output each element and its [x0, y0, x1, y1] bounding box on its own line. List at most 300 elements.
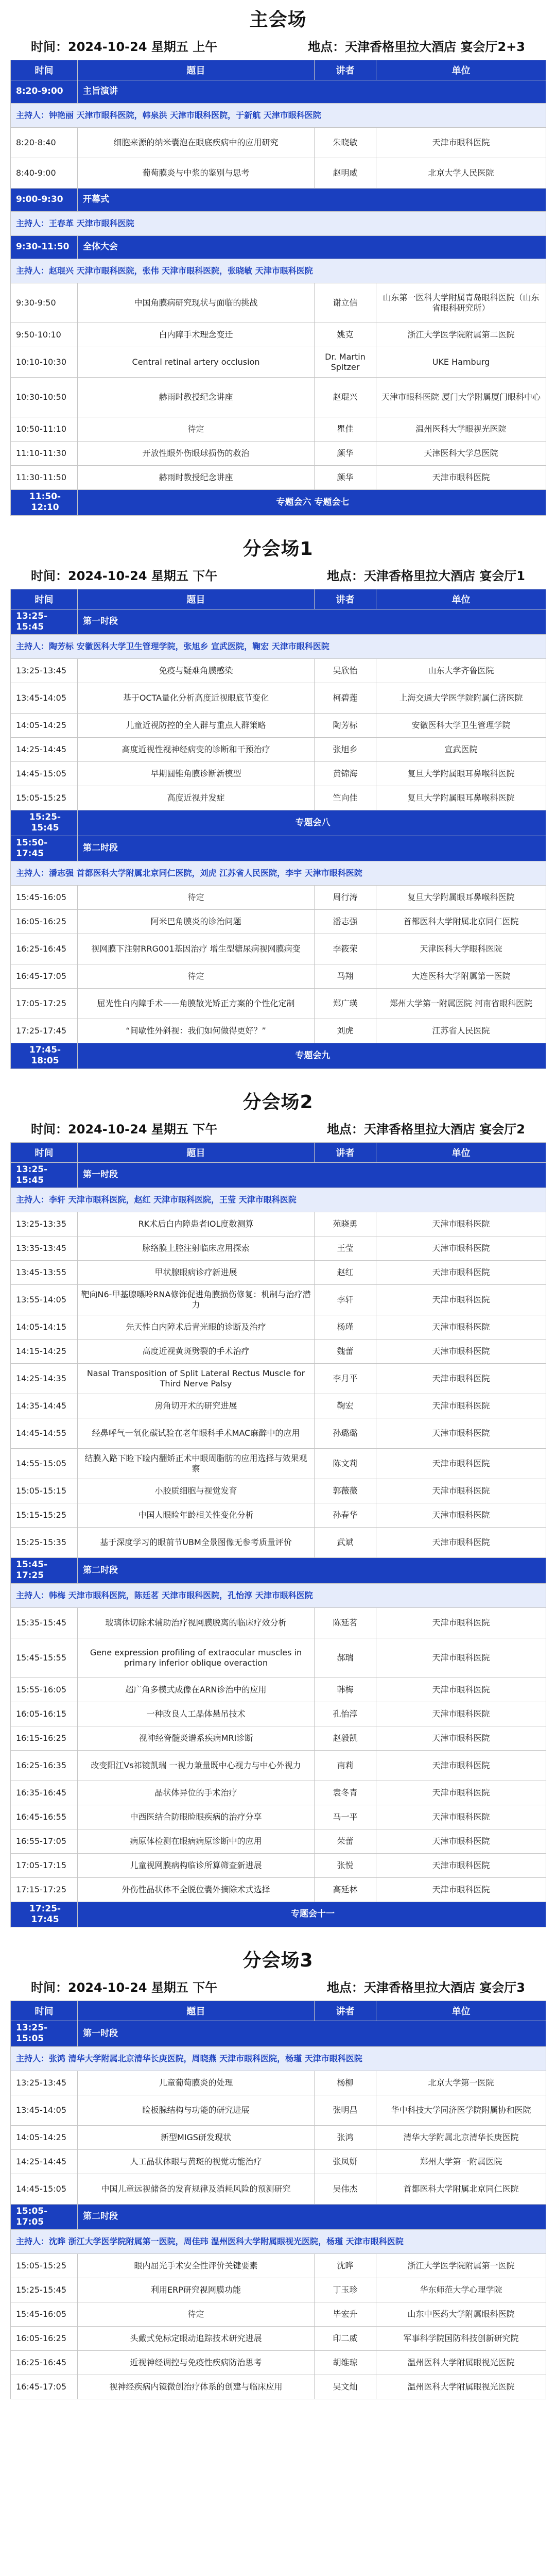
talk-time: 16:25-16:35: [11, 1750, 78, 1781]
talk-topic: 靶向N6-甲基腺嘌呤RNA修饰促进角膜损伤修复：机制与治疗潜力: [78, 1285, 315, 1315]
talk-time: 17:25-17:45: [11, 1019, 78, 1043]
block-time: 15:05-17:05: [11, 2204, 78, 2230]
session-time: 时间：2024-10-24 星期五 下午: [31, 568, 218, 583]
host-row: [11, 1583, 546, 1607]
talk-time: 15:45-16:05: [11, 2302, 78, 2327]
column-header: 单位: [376, 589, 546, 609]
talk-topic: 改变阳江Vs祁镜凯瑞 一视力兼量既中心视力与中心外视力: [78, 1750, 315, 1781]
block-time: 15:50-17:45: [11, 836, 78, 861]
talk-topic: 玻璃体切除术辅助治疗视网膜脱离的临床疗效分析: [78, 1607, 315, 1638]
host-row: [11, 2046, 546, 2071]
talk-time: 13:35-13:45: [11, 1236, 78, 1261]
talk-speaker: 刘虎: [315, 1019, 376, 1043]
column-header: 讲者: [315, 2001, 376, 2021]
session-time: 时间：2024-10-24 星期五 下午: [31, 1122, 218, 1137]
talk-row: [11, 283, 546, 323]
talk-time: 13:25-13:35: [11, 1212, 78, 1236]
talk-unit: 天津市眼科医院: [376, 1236, 546, 1261]
talk-time: 9:30-9:50: [11, 283, 78, 323]
talk-row: [11, 1019, 546, 1043]
table-header-row: [11, 2001, 546, 2021]
talk-speaker: 杨柳: [315, 2071, 376, 2095]
talk-topic: 脉络膜上腔注射临床应用探索: [78, 1236, 315, 1261]
talk-time: 16:05-16:15: [11, 1702, 78, 1726]
talk-time: 15:05-15:25: [11, 786, 78, 810]
talk-speaker: 周行涛: [315, 886, 376, 910]
talk-topic: 赫雨时教授纪念讲座: [78, 378, 315, 417]
block-time: 13:25-15:45: [11, 609, 78, 635]
host-text: 主持人：赵琨兴 天津市眼科医院，张伟 天津市眼科医院，张晓敏 天津市眼科医院: [11, 259, 546, 283]
talk-time: 17:05-17:25: [11, 989, 78, 1019]
schedule-table: [10, 60, 546, 516]
talk-time: 8:40-9:00: [11, 158, 78, 189]
session-time: 时间：2024-10-24 星期五 下午: [31, 1980, 218, 1995]
talk-unit: 天津市眼科医院: [376, 1503, 546, 1528]
talk-row: [11, 2095, 546, 2125]
talk-topic: 待定: [78, 964, 315, 989]
column-header: 单位: [376, 60, 546, 80]
column-header: 时间: [11, 60, 78, 80]
talk-unit: 宣武医院: [376, 738, 546, 762]
talk-speaker: 孙璐璐: [315, 1418, 376, 1449]
talk-speaker: 陈延茗: [315, 1607, 376, 1638]
time-block-row: [11, 1043, 546, 1069]
column-header: 讲者: [315, 589, 376, 609]
talk-unit: 郑州大学第一附属医院: [376, 2149, 546, 2174]
talk-unit: 清华大学附属北京清华长庚医院: [376, 2125, 546, 2149]
talk-speaker: 吴伟杰: [315, 2174, 376, 2204]
talk-topic: 开放性眼外伤眼球损伤的救治: [78, 442, 315, 466]
talk-unit: 天津市眼科医院: [376, 1638, 546, 1677]
talk-unit: 天津市眼科医院: [376, 1315, 546, 1340]
host-row: [11, 104, 546, 128]
block-label: 第二时段: [78, 2204, 546, 2230]
column-header: 单位: [376, 2001, 546, 2021]
talk-speaker: 鞠宏: [315, 1394, 376, 1418]
talk-topic: 儿童葡萄膜炎的处理: [78, 2071, 315, 2095]
talk-row: [11, 347, 546, 378]
talk-unit: 军事科学院国防科技创新研究院: [376, 2327, 546, 2351]
talk-time: 14:05-14:25: [11, 2125, 78, 2149]
talk-time: 17:05-17:15: [11, 1853, 78, 1877]
table-header-row: [11, 1142, 546, 1162]
talk-time: 14:05-14:25: [11, 714, 78, 738]
talk-topic: 早期圆锥角膜诊断新模型: [78, 762, 315, 786]
talk-unit: 天津市眼科医院: [376, 1853, 546, 1877]
talk-speaker: 张鸿: [315, 2125, 376, 2149]
talk-row: [11, 2174, 546, 2204]
talk-speaker: 李轩: [315, 1285, 376, 1315]
talk-time: 13:45-14:05: [11, 683, 78, 714]
talk-speaker: 朱晓敏: [315, 128, 376, 158]
time-block-row: [11, 836, 546, 861]
talk-topic: 外伤性晶状体不全脱位囊外摘除术式选择: [78, 1877, 315, 1902]
talk-time: 15:45-16:05: [11, 886, 78, 910]
talk-topic: 待定: [78, 886, 315, 910]
talk-speaker: 赵毅凯: [315, 1726, 376, 1750]
talk-topic: 儿童视网膜病构临诊所算筛查新进展: [78, 1853, 315, 1877]
talk-unit: 上海交通大学医学院附属仁济医院: [376, 683, 546, 714]
host-text: 主持人：韩梅 天津市眼科医院，陈廷茗 天津市眼科医院，孔怡淳 天津市眼科医院: [11, 1583, 546, 1607]
talk-unit: UKE Hamburg: [376, 347, 546, 378]
talk-time: 17:15-17:25: [11, 1877, 78, 1902]
block-label: 第二时段: [78, 1558, 546, 1584]
talk-row: [11, 2071, 546, 2095]
block-time: 13:25-15:05: [11, 2021, 78, 2047]
talk-speaker: 柯碧莲: [315, 683, 376, 714]
session-section: [10, 2, 546, 516]
talk-topic: 一种改良人工晶体悬吊技术: [78, 1702, 315, 1726]
session-meta: [10, 1119, 546, 1142]
column-header: 讲者: [315, 60, 376, 80]
talk-topic: 小胶质细胞与视觉发育: [78, 1479, 315, 1503]
talk-row: [11, 1449, 546, 1479]
talk-speaker: 谢立信: [315, 283, 376, 323]
talk-unit: 天津市眼科医院: [376, 1418, 546, 1449]
talk-speaker: 姚克: [315, 323, 376, 347]
talk-unit: 天津医科大学眼科医院: [376, 934, 546, 964]
talk-row: [11, 1418, 546, 1449]
talk-unit: 天津市眼科医院: [376, 1805, 546, 1829]
talk-row: [11, 1781, 546, 1805]
talk-speaker: 马翔: [315, 964, 376, 989]
talk-time: 11:30-11:50: [11, 466, 78, 490]
session-meta: [10, 37, 546, 60]
talk-topic: 屈光性白内障手术——角膜散光矫正方案的个性化定制: [78, 989, 315, 1019]
talk-topic: 待定: [78, 2302, 315, 2327]
talk-row: [11, 2327, 546, 2351]
host-row: [11, 861, 546, 886]
talk-topic: 阿米巴角膜炎的诊治问题: [78, 910, 315, 934]
session-title: 主会场: [249, 9, 307, 30]
block-time: 9:00-9:30: [11, 189, 78, 212]
talk-speaker: 孔怡淳: [315, 1702, 376, 1726]
talk-topic: 房角切开术的研究进展: [78, 1394, 315, 1418]
talk-speaker: 沈晔: [315, 2254, 376, 2278]
host-text: 主持人：陶芳标 安徽医科大学卫生管理学院，张旭乡 宣武医院，鞠宏 天津市眼科医院: [11, 635, 546, 659]
talk-unit: 首都医科大学附属北京同仁医院: [376, 2174, 546, 2204]
column-header: 时间: [11, 2001, 78, 2021]
talk-time: 10:10-10:30: [11, 347, 78, 378]
column-header: 讲者: [315, 1142, 376, 1162]
talk-unit: 山东第一医科大学附属青岛眼科医院（山东省眼科研究所）: [376, 283, 546, 323]
talk-time: 14:35-14:45: [11, 1394, 78, 1418]
talk-time: 16:05-16:25: [11, 910, 78, 934]
talk-row: [11, 2149, 546, 2174]
talk-row: [11, 1212, 546, 1236]
talk-speaker: 张明昌: [315, 2095, 376, 2125]
talk-time: 15:35-15:45: [11, 1607, 78, 1638]
talk-topic: Nasal Transposition of Split Lateral Rectus Muscle for Third Nerve Palsy: [78, 1364, 315, 1394]
session-location: 地点：天津香格里拉大酒店 宴会厅2: [326, 1122, 525, 1137]
talk-speaker: 李筱荣: [315, 934, 376, 964]
session-title: 分会场2: [242, 1091, 314, 1113]
talk-row: [11, 1750, 546, 1781]
session-title: 分会场3: [242, 1950, 314, 1971]
schedule-table: [10, 1142, 546, 1928]
talk-speaker: 武斌: [315, 1528, 376, 1558]
talk-row: [11, 964, 546, 989]
talk-speaker: 张旭乡: [315, 738, 376, 762]
talk-unit: 北京大学人民医院: [376, 158, 546, 189]
talk-row: [11, 1394, 546, 1418]
talk-time: 13:45-13:55: [11, 1261, 78, 1285]
talk-time: 16:25-16:45: [11, 934, 78, 964]
talk-speaker: 魏蕾: [315, 1340, 376, 1364]
time-block-row: [11, 490, 546, 516]
talk-row: [11, 683, 546, 714]
talk-row: [11, 1677, 546, 1702]
time-block-row: [11, 1162, 546, 1188]
block-time: 15:25-15:45: [11, 810, 78, 836]
talk-time: 16:45-17:05: [11, 2375, 78, 2399]
session-section: [10, 531, 546, 1069]
talk-row: [11, 1340, 546, 1364]
talk-topic: 近视神经调控与免疫性疾病防治思考: [78, 2351, 315, 2375]
talk-unit: 江苏省人民医院: [376, 1019, 546, 1043]
talk-row: [11, 2125, 546, 2149]
column-header: 时间: [11, 1142, 78, 1162]
talk-topic: 基于OCTA量化分析高度近视眼底节变化: [78, 683, 315, 714]
block-time: 15:45-17:25: [11, 1558, 78, 1584]
talk-row: [11, 1364, 546, 1394]
talk-row: [11, 1638, 546, 1677]
talk-time: 15:15-15:25: [11, 1503, 78, 1528]
talk-speaker: 丁玉珍: [315, 2278, 376, 2302]
talk-row: [11, 762, 546, 786]
column-header: 单位: [376, 1142, 546, 1162]
host-row: [11, 259, 546, 283]
talk-row: [11, 2302, 546, 2327]
column-header: 题目: [78, 589, 315, 609]
talk-topic: 中国儿童远视储备的发育规律及消耗风险的预测研究: [78, 2174, 315, 2204]
talk-unit: 天津市眼科医院: [376, 1677, 546, 1702]
talk-row: [11, 2351, 546, 2375]
talk-topic: 免疫与疑难角膜感染: [78, 659, 315, 683]
talk-unit: 天津市眼科医院: [376, 1340, 546, 1364]
talk-topic: 甲状腺眼病诊疗新进展: [78, 1261, 315, 1285]
talk-row: [11, 442, 546, 466]
talk-unit: 郑州大学第一附属医院 河南省眼科医院: [376, 989, 546, 1019]
host-text: 主持人：王春革 天津市眼科医院: [11, 212, 546, 236]
session-time: 时间：2024-10-24 星期五 上午: [31, 40, 218, 54]
block-time: 17:25-17:45: [11, 1902, 78, 1927]
talk-unit: 天津市眼科医院: [376, 1702, 546, 1726]
talk-speaker: 马一平: [315, 1805, 376, 1829]
host-row: [11, 212, 546, 236]
talk-speaker: 苑晓勇: [315, 1212, 376, 1236]
talk-unit: 温州医科大学附属眼视光医院: [376, 2351, 546, 2375]
talk-unit: 温州医科大学眼视光医院: [376, 417, 546, 442]
talk-speaker: 竺向佳: [315, 786, 376, 810]
talk-topic: RK术后白内障患者IOL度数测算: [78, 1212, 315, 1236]
talk-topic: 先天性白内障术后青光眼的诊断及治疗: [78, 1315, 315, 1340]
talk-row: [11, 886, 546, 910]
talk-unit: 天津市眼科医院: [376, 1829, 546, 1853]
block-label: 专题会九: [78, 1043, 546, 1069]
talk-unit: 华东师范大学心理学院: [376, 2278, 546, 2302]
talk-time: 16:45-16:55: [11, 1805, 78, 1829]
column-header: 题目: [78, 1142, 315, 1162]
column-header: 题目: [78, 60, 315, 80]
talk-speaker: 高延林: [315, 1877, 376, 1902]
talk-speaker: 毕宏升: [315, 2302, 376, 2327]
talk-row: [11, 1261, 546, 1285]
talk-row: [11, 1805, 546, 1829]
talk-speaker: 印二威: [315, 2327, 376, 2351]
talk-topic: 病原体检测在眼病病原诊断中的应用: [78, 1829, 315, 1853]
host-row: [11, 1188, 546, 1212]
block-label: 第一时段: [78, 609, 546, 635]
talk-time: 10:30-10:50: [11, 378, 78, 417]
talk-unit: 浙江大学医学院附属第一医院: [376, 2254, 546, 2278]
talk-unit: 天津市眼科医院: [376, 128, 546, 158]
talk-topic: 视神经脊髓炎谱系疾病MRI诊断: [78, 1726, 315, 1750]
talk-unit: 华中科技大学同济医学院附属协和医院: [376, 2095, 546, 2125]
talk-time: 16:05-16:25: [11, 2327, 78, 2351]
block-label: 第二时段: [78, 836, 546, 861]
session-location: 地点：天津香格里拉大酒店 宴会厅1: [326, 568, 525, 583]
talk-row: [11, 1829, 546, 1853]
talk-row: [11, 714, 546, 738]
talk-row: [11, 738, 546, 762]
talk-unit: 天津市眼科医院: [376, 1726, 546, 1750]
talk-topic: 高度近视性视神经病变的诊断和干预治疗: [78, 738, 315, 762]
talk-topic: 中国角膜病研究现状与面临的挑战: [78, 283, 315, 323]
talk-topic: 白内障手术理念变迁: [78, 323, 315, 347]
talk-speaker: 陶芳标: [315, 714, 376, 738]
host-text: 主持人：钟艳丽 天津市眼科医院，韩泉洪 天津市眼科医院，于新航 天津市眼科医院: [11, 104, 546, 128]
talk-unit: 天津市眼科医院: [376, 1607, 546, 1638]
session-location: 地点：天津香格里拉大酒店 宴会厅2+3: [308, 40, 525, 54]
talk-topic: 待定: [78, 417, 315, 442]
talk-speaker: 王莹: [315, 1236, 376, 1261]
talk-time: 11:10-11:30: [11, 442, 78, 466]
session-section: [10, 1943, 546, 2399]
talk-unit: 天津市眼科医院: [376, 1479, 546, 1503]
block-time: 11:50-12:10: [11, 490, 78, 516]
talk-speaker: 袁冬青: [315, 1781, 376, 1805]
talk-unit: 天津市眼科医院: [376, 1750, 546, 1781]
block-time: 9:30-11:50: [11, 236, 78, 259]
talk-speaker: 李月平: [315, 1364, 376, 1394]
block-label: 专题会十一: [78, 1902, 546, 1927]
talk-topic: 赫雨时教授纪念讲座: [78, 466, 315, 490]
time-block-row: [11, 810, 546, 836]
talk-topic: 晶状体异位的手术治疗: [78, 1781, 315, 1805]
talk-row: [11, 128, 546, 158]
schedule-table: [10, 589, 546, 1069]
talk-speaker: 赵红: [315, 1261, 376, 1285]
talk-time: 15:25-15:35: [11, 1528, 78, 1558]
talk-topic: 结膜入路下睑下睑内翻矫正术中眼周脂肪的应用选择与效果观察: [78, 1449, 315, 1479]
talk-speaker: 韩梅: [315, 1677, 376, 1702]
talk-speaker: 荣蕾: [315, 1829, 376, 1853]
block-label: 第一时段: [78, 1162, 546, 1188]
talk-unit: 天津市眼科医院: [376, 466, 546, 490]
talk-time: 16:25-16:45: [11, 2351, 78, 2375]
talk-time: 14:25-14:45: [11, 2149, 78, 2174]
talk-row: [11, 2278, 546, 2302]
talk-unit: 温州医科大学附属眼视光医院: [376, 2375, 546, 2399]
talk-topic: 中国人眼睑年龄相关性变化分析: [78, 1503, 315, 1528]
talk-topic: 基于深度学习的眼前节UBM全景图像无参考质量评价: [78, 1528, 315, 1558]
time-block-row: [11, 609, 546, 635]
session-section: [10, 1084, 546, 1928]
session-location: 地点：天津香格里拉大酒店 宴会厅3: [326, 1980, 525, 1995]
talk-topic: 视神经疾病内镜微创治疗体系的创建与临床应用: [78, 2375, 315, 2399]
talk-topic: 经鼻呼气一氧化碳试验在老年眼科手术MAC麻醉中的应用: [78, 1418, 315, 1449]
talk-speaker: Dr. Martin Spitzer: [315, 347, 376, 378]
talk-row: [11, 1702, 546, 1726]
talk-topic: 利用ERP研究视网膜功能: [78, 2278, 315, 2302]
talk-time: 14:25-14:45: [11, 738, 78, 762]
talk-row: [11, 2254, 546, 2278]
talk-speaker: 南莉: [315, 1750, 376, 1781]
session-meta: [10, 1977, 546, 2001]
talk-unit: 山东中医药大学附属眼科医院: [376, 2302, 546, 2327]
talk-unit: 天津市眼科医院: [376, 1528, 546, 1558]
block-label: 主旨演讲: [78, 80, 546, 104]
talk-unit: 天津市眼科医院: [376, 1781, 546, 1805]
talk-row: [11, 417, 546, 442]
talk-time: 15:55-16:05: [11, 1677, 78, 1702]
talk-row: [11, 1726, 546, 1750]
host-row: [11, 635, 546, 659]
talk-row: [11, 2375, 546, 2399]
talk-speaker: 张凤妍: [315, 2149, 376, 2174]
block-label: 开幕式: [78, 189, 546, 212]
block-label: 专题会六 专题会七: [78, 490, 546, 516]
talk-speaker: 郭薇薇: [315, 1479, 376, 1503]
host-text: 主持人：潘志强 首都医科大学附属北京同仁医院，刘虎 江苏省人民医院，李宇 天津市眼科医院: [11, 861, 546, 886]
session-title: 分会场1: [242, 538, 314, 560]
time-block-row: [11, 1558, 546, 1584]
talk-speaker: 郝瑞: [315, 1638, 376, 1677]
talk-time: 13:45-14:05: [11, 2095, 78, 2125]
talk-topic: “间歇性外斜视：我们如何做得更好？”: [78, 1019, 315, 1043]
block-time: 17:45-18:05: [11, 1043, 78, 1069]
table-header-row: [11, 589, 546, 609]
talk-row: [11, 158, 546, 189]
talk-time: 14:45-15:05: [11, 762, 78, 786]
talk-time: 15:05-15:15: [11, 1479, 78, 1503]
block-time: 8:20-9:00: [11, 80, 78, 104]
schedule-page: [10, 0, 546, 2399]
talk-topic: 高度近视并发症: [78, 786, 315, 810]
talk-unit: 天津市眼科医院: [376, 1261, 546, 1285]
talk-speaker: 孙春华: [315, 1503, 376, 1528]
talk-row: [11, 1479, 546, 1503]
talk-time: 16:35-16:45: [11, 1781, 78, 1805]
talk-time: 14:05-14:15: [11, 1315, 78, 1340]
talk-time: 13:25-13:45: [11, 2071, 78, 2095]
talk-topic: Central retinal artery occlusion: [78, 347, 315, 378]
talk-row: [11, 1285, 546, 1315]
talk-speaker: 赵明威: [315, 158, 376, 189]
talk-time: 14:15-14:25: [11, 1340, 78, 1364]
block-label: 专题会八: [78, 810, 546, 836]
talk-row: [11, 1853, 546, 1877]
talk-row: [11, 1528, 546, 1558]
talk-topic: 儿童近视防控的全人群与重点人群策略: [78, 714, 315, 738]
talk-speaker: 赵琨兴: [315, 378, 376, 417]
talk-time: 16:45-17:05: [11, 964, 78, 989]
talk-topic: 头戴式免标定眼动追踪技术研究进展: [78, 2327, 315, 2351]
talk-speaker: 颜华: [315, 466, 376, 490]
talk-time: 13:55-14:05: [11, 1285, 78, 1315]
talk-row: [11, 378, 546, 417]
